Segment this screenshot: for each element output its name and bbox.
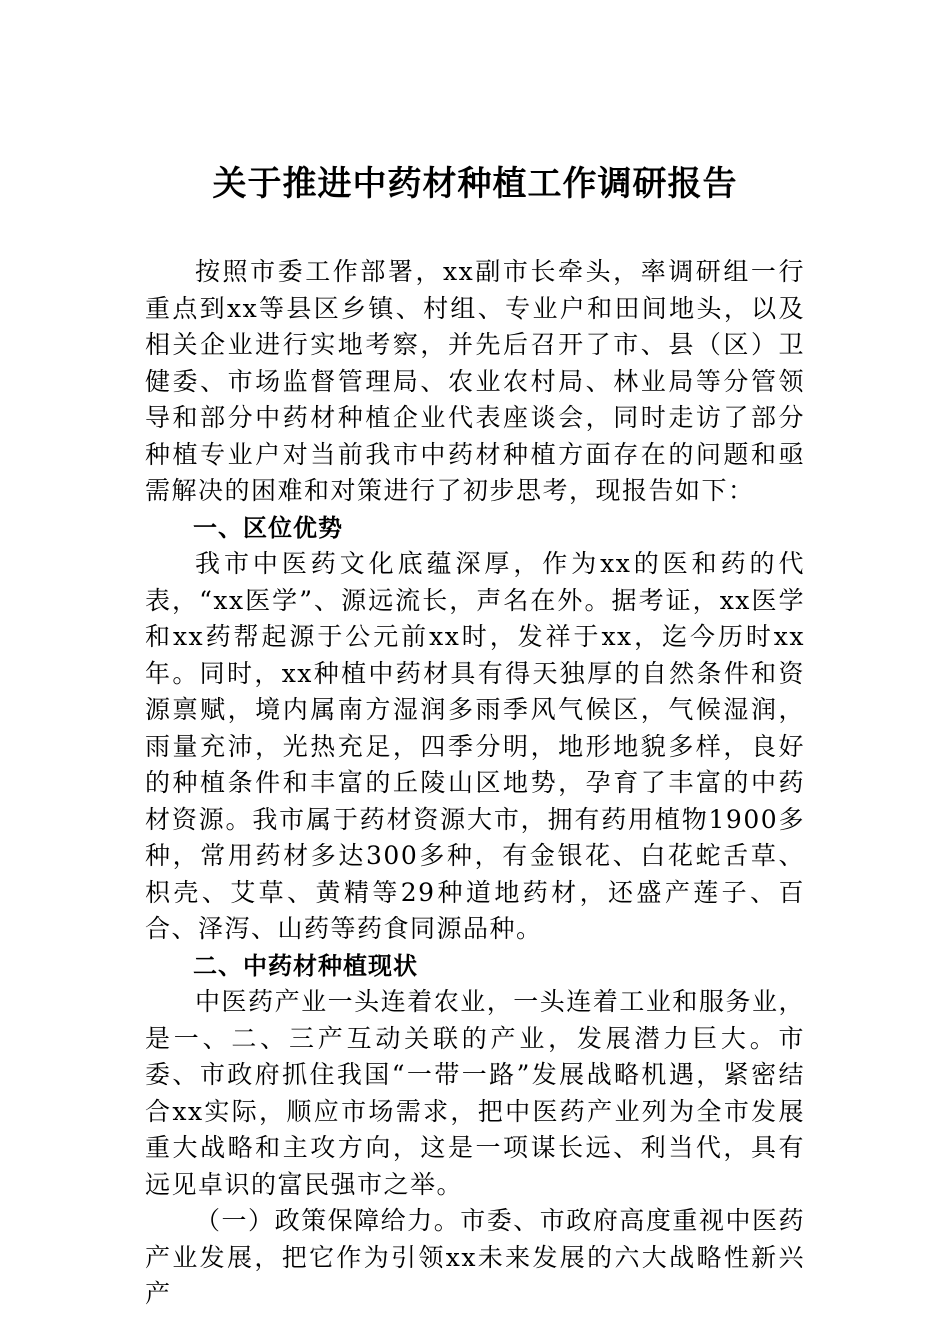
section-paragraph: 中医药产业一头连着农业，一头连着工业和服务业，是一、二、三产互动关联的产业，发展潜力巨大。市委、市政府抓住我国“一带一路”发展战略机遇，紧密结合xx实际，顺应市场需求，把中医药产业列为全市发展重大战略和主攻方向，这是一项谋长远、利当代，具有远见卓识的富民强市之举。 (145, 987, 805, 1199)
intro-paragraph: 按照市委工作部署，xx副市长牵头，率调研组一行重点到xx等县区乡镇、村组、专业户和田间地头，以及相关企业进行实地考察，并先后召开了市、县（区）卫健委、市场监督管理局、农业农村局、林业局等分管领导和部分中药材种植企业代表座谈会，同时走访了部分种植专业户对当前我市中药材种植方面存在的问题和亟需解决的困难和对策进行了初步思考，现报告如下： (145, 257, 805, 505)
document-title: 关于推进中药材种植工作调研报告 (212, 164, 738, 204)
section-paragraph: 我市中医药文化底蕴深厚，作为xx的医和药的代表，“xx医学”、源远流长，声名在外。据考证，xx医学和xx药帮起源于公元前xx时，发祥于xx，迄今历时xx年。同时，xx种植中药材具有得天独厚的自然条件和资源禀赋，境内属南方湿润多雨季风气候区，气候湿润，雨量充沛，光热充足，四季分明，地形地貌多样，良好的种植条件和丰富的丘陵山区地势，孕育了丰富的中药材资源。我市属于药材资源大市，拥有药用植物1900多种，常用药材多达300多种，有金银花、白花蛇舌草、枳壳、艾草、黄精等29种道地药材，还盛产莲子、百合、泽泻、山药等药食同源品种。 (145, 549, 805, 943)
section-heading-planting-status: 二、中药材种植现状 (193, 951, 418, 980)
section-paragraph: （一）政策保障给力。市委、市政府高度重视中医药产业发展，把它作为引领xx未来发展的六大战略性新兴产 (145, 1206, 805, 1308)
section-heading-location-advantage: 一、区位优势 (193, 513, 343, 542)
document-body (145, 254, 805, 1313)
